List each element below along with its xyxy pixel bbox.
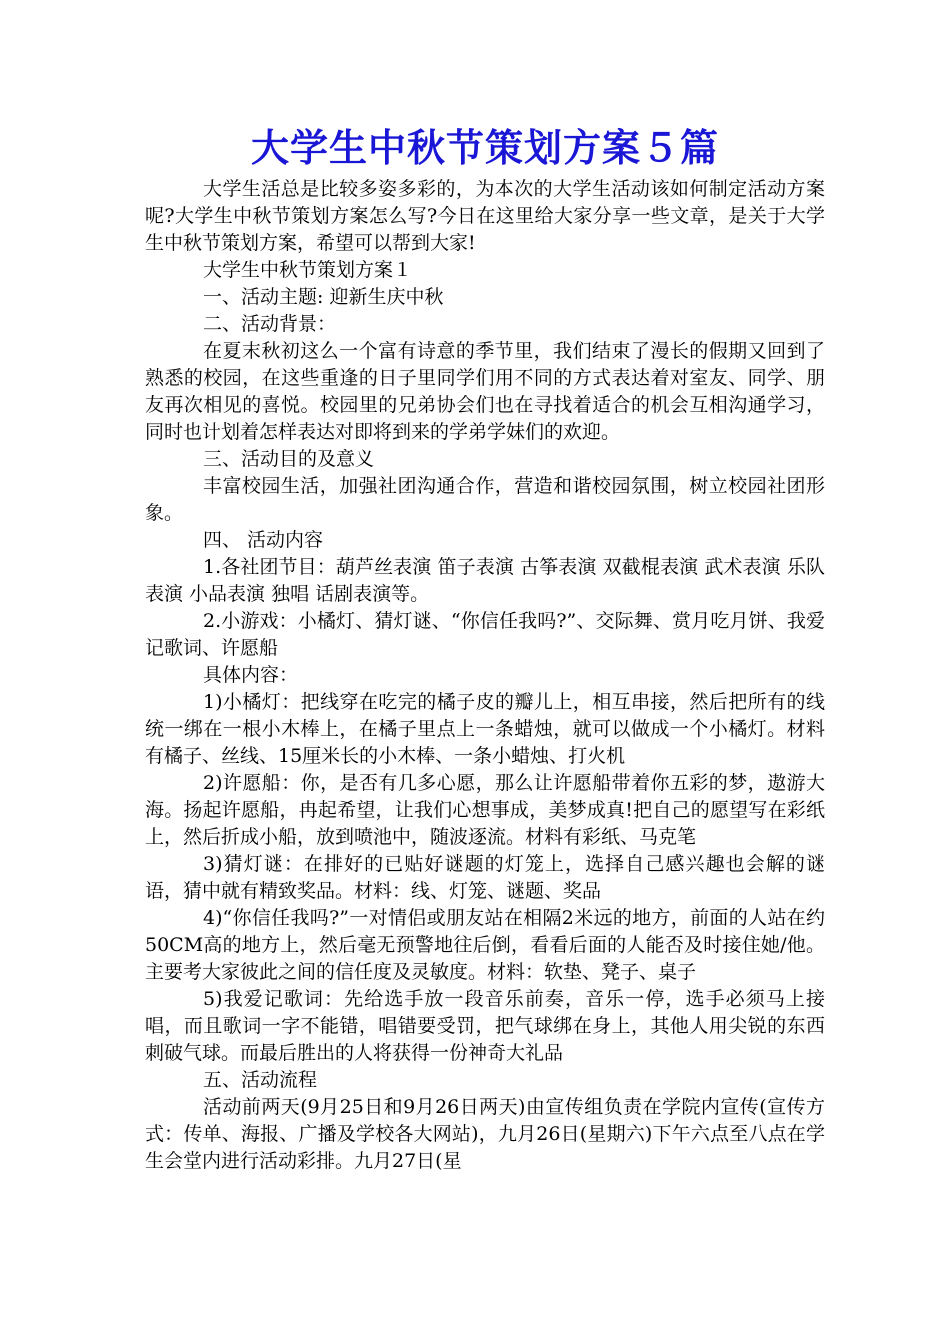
paragraph: 丰富校园生活，加强社团沟通合作，营造和谐校园氛围，树立校园社团形象。 [145, 475, 825, 524]
paragraph: 活动前两天(9月25日和9月26日两天)由宣传组负责在学院内宣传(宣传方式：传单、海报、广播及学校各大网站)，九月26日(星期六)下午六点至八点在学生会堂内进行活动彩排。九月27日(星 [145, 1096, 825, 1172]
paragraph: 3)猜灯谜：在排好的已贴好谜题的灯笼上，选择自己感兴趣也会解的谜语，猜中就有精致奖品。材料：线、灯笼、谜题、奖品 [145, 853, 825, 902]
section-heading: 二、活动背景： [203, 313, 337, 335]
section-heading: 一、活动主题: 迎新生庆中秋 [203, 286, 444, 308]
paragraph: 2)许愿船：你，是否有几多心愿，那么让许愿船带着你五彩的梦，遨游大海。扬起许愿船，冉起希望，让我们心想事成，美梦成真!把自己的愿望写在彩纸上，然后折成小船，放到喷池中，随波逐流。材料有彩纸、马克笔 [145, 772, 825, 848]
paragraph: 大学生活总是比较多姿多彩的，为本次的大学生活动该如何制定活动方案呢?大学生中秋节策划方案怎么写?今日在这里给大家分享一些文章，是关于大学生中秋节策划方案，希望可以帮到大家! [145, 178, 825, 254]
document-page [145, 120, 825, 1175]
paragraph: 1)小橘灯：把线穿在吃完的橘子皮的瓣儿上，相互串接，然后把所有的线统一绑在一根小木棒上，在橘子里点上一条蜡烛，就可以做成一个小橘灯。材料有橘子、丝线、15厘米长的小木棒、一条小蜡烛、打火机 [145, 691, 825, 767]
paragraph: 5)我爱记歌词：先给选手放一段音乐前奏，音乐一停，选手必须马上接唱，而且歌词一字不能错，唱错要受罚，把气球绑在身上，其他人用尖锐的东西刺破气球。而最后胜出的人将获得一份神奇大礼品 [145, 988, 825, 1064]
paragraph: 4)“你信任我吗?”一对情侣或朋友站在相隔2米远的地方，前面的人站在约50CM高的地方上，然后毫无预警地往后倒，看看后面的人能否及时接住她/他。主要考大家彼此之间的信任度及灵敏度。材料：软垫、凳子、桌子 [145, 907, 825, 983]
document-body [145, 176, 825, 1175]
paragraph: 在夏末秋初这么一个富有诗意的季节里，我们结束了漫长的假期又回到了熟悉的校园，在这些重逢的日子里同学们用不同的方式表达着对室友、同学、朋友再次相见的喜悦。校园里的兄弟协会们也在寻找着适合的机会互相沟通学习，同时也计划着怎样表达对即将到来的学弟学妹们的欢迎。 [145, 340, 825, 443]
section-heading: 三、活动目的及意义 [203, 448, 375, 470]
paragraph: 1.各社团节目：葫芦丝表演 笛子表演 古筝表演 双截棍表演 武术表演 乐队表演 小品表演 独唱 话剧表演等。 [145, 556, 825, 605]
paragraph: 大学生中秋节策划方案１ [203, 259, 413, 281]
section-heading: 五、活动流程 [203, 1069, 318, 1091]
document-title: 大学生中秋节策划方案５篇 [250, 125, 719, 170]
paragraph: 具体内容： [203, 664, 299, 686]
paragraph: 2.小游戏：小橘灯、猜灯谜、“你信任我吗?”、交际舞、赏月吃月饼、我爱记歌词、许愿船 [145, 610, 825, 659]
section-heading: 四、 活动内容 [203, 529, 324, 551]
